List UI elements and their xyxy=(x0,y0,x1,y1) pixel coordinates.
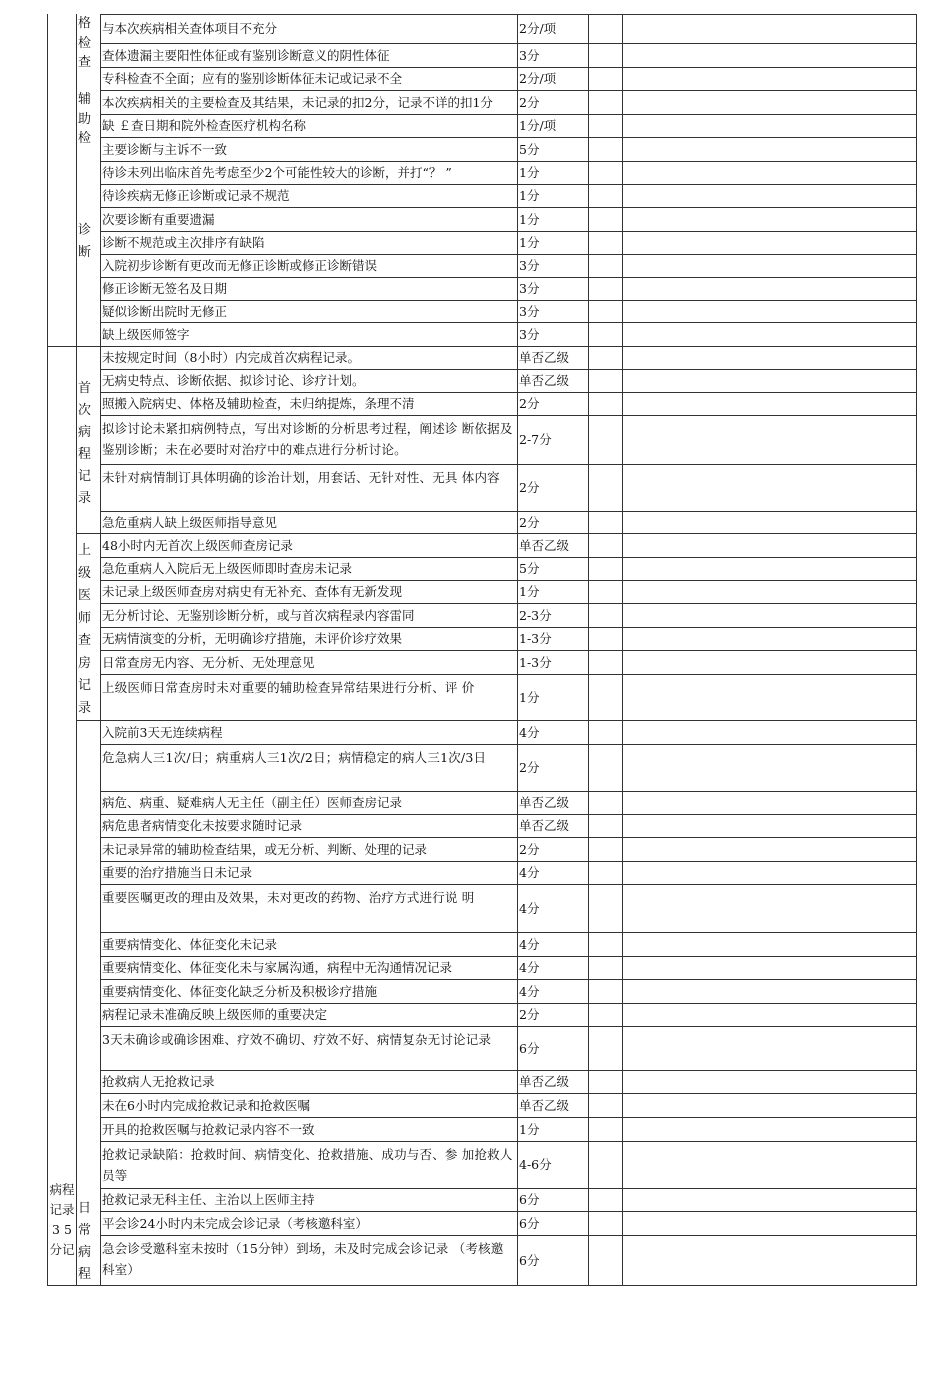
row-score: 3分 xyxy=(519,258,540,273)
row-line xyxy=(100,674,917,675)
row-score: 2分 xyxy=(519,514,540,530)
row-score: 6分 xyxy=(519,1040,540,1056)
row-score: 4分 xyxy=(519,983,540,999)
vertical-line xyxy=(622,14,623,1285)
row-score: 单否乙级 xyxy=(519,373,570,388)
row-item-text: 专科检查不全面；应有的鉴别诊断体征未记或记录不全 xyxy=(102,71,403,86)
row-line xyxy=(100,884,917,885)
row-score: 2分 xyxy=(519,1007,540,1022)
row-score: 单否乙级 xyxy=(519,1097,570,1113)
row-score: 1分/项 xyxy=(519,118,557,133)
row-score: 1分 xyxy=(519,689,540,705)
category-diagnosis: 诊断 xyxy=(77,223,91,260)
row-line xyxy=(100,415,917,416)
row-item-text: 病程记录未准确反映上级医师的重要决定 xyxy=(102,1007,328,1022)
row-line xyxy=(100,464,917,465)
row-score: 3分 xyxy=(519,303,540,319)
row-item-text: 照搬入院病史、体格及辅助检查，未归纳提炼，条理不清 xyxy=(102,396,415,411)
row-item-text: 48小时内无首次上级医师查房记录 xyxy=(102,537,293,553)
row-item-text: 本次疾病相关的主要检查及其结果，未记录的扣2分，记录不详的扣1分 xyxy=(102,94,493,110)
row-item-text: 无分析讨论、无鉴别诊断分析，或与首次病程录内容雷同 xyxy=(102,607,415,623)
row-item-text: 3天未确诊或确诊困难、疗效不确切、疗效不好、病情复杂无讨论记录 xyxy=(102,1032,492,1047)
row-score: 4分 xyxy=(519,724,540,740)
row-item-text: 修正诊断无签名及日期 xyxy=(102,281,228,296)
row-item-text: 次要诊断有重要遗漏 xyxy=(102,211,215,227)
category-course-record: 病程记录3 5分记 xyxy=(49,1182,75,1257)
row-score: 1-3分 xyxy=(519,631,552,646)
row-item-text: 拟诊讨论未紧扣病例特点，写出对诊断的分析思考过程，阐述诊 断依据及鉴别诊断；未在必要时对治疗中的难点进行分析讨论。 xyxy=(102,421,513,457)
row-score: 1分 xyxy=(519,165,540,180)
row-item-text: 重要病情变化、体征变化未与家属沟通，病程中无沟通情况记录 xyxy=(102,960,453,975)
row-item-text: 抢救记录缺陷：抢救时间、病情变化、抢救措施、成功与否、参 加抢救人员等 xyxy=(102,1147,513,1183)
vertical-line xyxy=(916,14,917,1285)
row-item-text: 开具的抢救医嘱与抢救记录内容不一致 xyxy=(102,1121,315,1137)
row-line xyxy=(100,1235,917,1236)
row-score: 1-3分 xyxy=(519,654,552,670)
vertical-line xyxy=(517,14,518,1285)
row-item-text: 缺上级医师签字 xyxy=(102,326,190,342)
row-item-text: 重要的治疗措施当日未记录 xyxy=(102,865,253,880)
row-score: 2分 xyxy=(519,396,540,411)
row-item-text: 入院前3天无连续病程 xyxy=(102,724,223,740)
row-item-text: 病危、病重、疑难病人无主任（副主任）医师查房记录 xyxy=(102,795,403,810)
row-score: 2分 xyxy=(519,94,540,110)
row-score: 单否乙级 xyxy=(519,1074,570,1089)
vertical-line xyxy=(47,14,48,1285)
row-score: 3分 xyxy=(519,281,540,296)
row-item-text: 抢救病人无抢救记录 xyxy=(102,1074,215,1089)
vertical-line xyxy=(588,14,589,1285)
row-score: 单否乙级 xyxy=(519,818,570,833)
category-auxiliary-exam: 辅助检 xyxy=(77,92,91,146)
row-score: 单否乙级 xyxy=(519,795,570,810)
row-item-text: 上级医师日常查房时未对重要的辅助检查异常结果进行分析、评 价 xyxy=(102,680,475,695)
row-item-text: 急危重病人缺上级医师指导意见 xyxy=(102,514,278,530)
row-score: 4分 xyxy=(519,960,540,975)
row-score: 4分 xyxy=(519,936,540,952)
row-line xyxy=(100,1285,917,1286)
row-score: 2分 xyxy=(519,841,540,857)
row-item-text: 查体遗漏主要阳性体征或有鉴别诊断意义的阴性体征 xyxy=(102,47,390,63)
row-item-text: 未记录异常的辅助检查结果，或无分析、判断、处理的记录 xyxy=(102,841,428,857)
row-item-text: 与本次疾病相关查体项目不充分 xyxy=(102,21,278,36)
section-line xyxy=(47,346,100,347)
row-score: 单否乙级 xyxy=(519,350,570,365)
row-line xyxy=(100,1026,917,1027)
row-score: 2-3分 xyxy=(519,607,552,623)
row-item-text: 危急病人三1次/日；病重病人三1次/2日；病情稳定的病人三1次/3日 xyxy=(102,750,487,765)
row-score: 4分 xyxy=(519,865,540,880)
row-line xyxy=(100,14,917,15)
row-score: 2-7分 xyxy=(519,432,552,447)
row-item-text: 平会诊24小时内未完成会诊记录（考核邀科室） xyxy=(102,1215,368,1231)
row-item-text: 重要医嘱更改的理由及效果，未对更改的药物、治疗方式进行说 明 xyxy=(102,890,475,905)
row-item-text: 主要诊断与主诉不一致 xyxy=(102,141,228,157)
row-item-text: 入院初步诊断有更改而无修正诊断或修正诊断错误 xyxy=(102,258,378,273)
row-score: 6分 xyxy=(519,1252,540,1268)
row-score: 4分 xyxy=(519,900,540,916)
row-score: 单否乙级 xyxy=(519,537,570,553)
row-score: 1分 xyxy=(519,188,540,203)
section-line xyxy=(76,720,100,721)
vertical-line xyxy=(100,14,101,1285)
row-item-text: 未记录上级医师查房对病史有无补充、查体有无新发现 xyxy=(102,584,403,599)
row-item-text: 缺 ￡查日期和院外检查医疗机构名称 xyxy=(102,118,306,133)
row-item-text: 待诊疾病无修正诊断或记录不规范 xyxy=(102,188,290,203)
row-score: 2分/项 xyxy=(519,21,557,36)
row-score: 1分 xyxy=(519,235,540,250)
row-item-text: 待诊未列出临床首先考虑至少2个可能性较大的诊断，并打“？ ” xyxy=(102,165,452,180)
row-item-text: 疑似诊断出院时无修正 xyxy=(102,303,228,319)
section-line xyxy=(76,533,100,534)
row-line xyxy=(100,1141,917,1142)
row-score: 3分 xyxy=(519,47,540,63)
row-score: 1分 xyxy=(519,211,540,227)
row-score: 5分 xyxy=(519,141,540,157)
row-score: 2分 xyxy=(519,760,540,775)
row-score: 1分 xyxy=(519,584,540,599)
row-item-text: 急会诊受邀科室未按时（15分钟）到场，未及时完成会诊记录 （考核邀科室） xyxy=(102,1241,504,1277)
row-item-text: 重要病情变化、体征变化未记录 xyxy=(102,936,278,952)
row-item-text: 抢救记录无科主任、主治以上医师主持 xyxy=(102,1192,315,1207)
category-superior-rounds: 上级医师查房记录 xyxy=(77,543,91,716)
row-score: 4-6分 xyxy=(519,1157,552,1172)
row-line xyxy=(100,744,917,745)
row-item-text: 未按规定时间（8小时）内完成首次病程记录。 xyxy=(102,350,360,365)
row-item-text: 诊断不规范或主次排序有缺陷 xyxy=(102,235,265,250)
row-score: 2分 xyxy=(519,480,540,495)
row-score: 3分 xyxy=(519,326,540,342)
row-item-text: 急危重病人入院后无上级医师即时查房未记录 xyxy=(102,561,353,576)
category-daily-course: 日常病程 xyxy=(77,1201,91,1282)
row-score: 6分 xyxy=(519,1192,540,1207)
row-score: 6分 xyxy=(519,1215,540,1231)
row-item-text: 重要病情变化、体征变化缺乏分析及积极诊疗措施 xyxy=(102,983,378,999)
row-score: 1分 xyxy=(519,1121,540,1137)
category-physical-exam: 格检查 xyxy=(77,16,91,70)
row-score: 5分 xyxy=(519,561,540,576)
row-item-text: 未针对病情制订具体明确的诊治计划，用套话、无针对性、无具 体内容 xyxy=(102,470,500,485)
row-item-text: 日常查房无内容、无分析、无处理意见 xyxy=(102,654,315,670)
row-item-text: 未在6小时内完成抢救记录和抢救医嘱 xyxy=(102,1097,310,1113)
row-item-text: 无病情演变的分析，无明确诊疗措施，未评价诊疗效果 xyxy=(102,631,403,646)
row-score: 2分/项 xyxy=(519,71,557,86)
row-item-text: 病危患者病情变化未按要求随时记录 xyxy=(102,818,303,833)
row-item-text: 无病史特点、诊断依据、拟诊讨论、诊疗计划。 xyxy=(102,373,365,388)
category-first-course-record: 首次病程记录 xyxy=(77,381,91,506)
